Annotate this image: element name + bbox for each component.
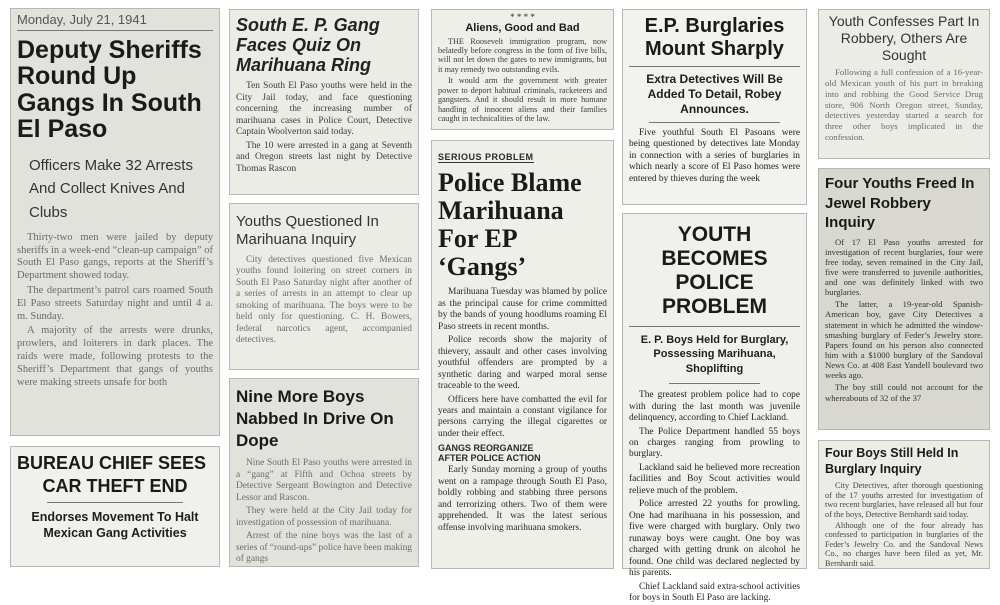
paragraph: Police arrested 22 youths for prowling. One had marihuana in his possession, and five were charged with burglary. Only two runaway boys were caught. One boy was charged with getting drunk on alcohol he found. One child was declared neglected by his parents. [629,499,800,579]
headline: Four Boys Still Held In Burglary Inquiry [825,446,959,476]
clipping-bureau-chief [10,446,220,567]
paragraph: Chief Lackland said extra-school activities for boys in South El Paso are lacking. [629,581,800,604]
clipping-youth-confesses [818,9,990,159]
paragraph: Although one of the four already has confessed to participation in burglaries of the Feder’s Jewelry Co. and the Sandoval News Co., no charges have been filed as yet, Mr. Bernhardt said. [825,520,983,568]
divider [669,383,760,384]
paragraph: The greatest problem police had to cope with during the last month was juvenile delinquency, according to Chief Lackland. [629,390,800,424]
subheadline: E. P. Boys Held for Burglary, Possessing Marihuana, Shoplifting [640,333,789,376]
headline: Four Youths Freed In Jewel Robbery Inquiry [825,175,975,231]
paragraph: The 10 were arrested in a gang at Seventh and Oregon streets last night by Detective Thomas Rascon [236,140,412,174]
paragraph: Arrest of the nine boys was the last of a series of “round-ups” police have been making of gangs [236,531,412,565]
article-body [438,287,607,440]
article-body [236,81,412,175]
section-subhead: GANGS REORGANIZE AFTER POLICE ACTION [438,443,541,464]
divider [649,122,780,123]
article-body [825,481,983,568]
paragraph: Early Sunday morning a group of youths went on a rampage through South El Paso, boldly robbing and stabbing three persons and terrorizing others. Two of them were apprehended. It was the latest serious offense involving marihuana smokers. [438,465,607,533]
headline: Youths Questioned In Marihuana Inquiry [236,213,379,248]
headline: Deputy Sheriffs Round Up Gangs In South El Paso [17,36,202,143]
article-body [236,458,412,565]
paragraph: Five youthful South El Pasoans were being questioned by detectives late Monday in connection with a series of burglaries in which nearly a score of El Paso homes were entered by thieves during the week [629,128,800,184]
paragraph: THE Roosevelt immigration program, now belatedly before congress in the form of five bills, will not let down the gates to new immigrants, but it may remedy two outstanding evils. [438,36,607,74]
paragraph: The department’s patrol cars roamed South El Paso streets Saturday night and until 4 a. m. Sunday. [17,284,213,322]
headline: YOUTH BECOMES POLICE PROBLEM [661,223,768,319]
article-body [17,232,213,390]
paragraph: Lackland said he believed more recreation facilities and Boy Scout activities would relieve much of the problem. [629,462,800,496]
subheadline: Extra Detectives Will Be Added To Detail, Robey Announces. [646,72,783,116]
subheadline: Officers Make 32 Arrests And Collect Knives And Clubs [29,157,193,221]
paragraph: Thirty-two men were jailed by deputy sheriffs in a week-end “clean-up campaign” of South El Paso gangs, reports at the Sheriff’s Department showed today. [17,231,213,282]
paragraph: Following a full confession of a 16-year-old Mexican youth of his part in breaking into and robbing the Good Service Drug store, 906 North Oregon street, Sunday, detectives yesterday started a search for three other boys implicated in the confession. [825,67,983,142]
headline: Police Blame Marihuana For EP ‘Gangs’ [438,168,582,282]
headline: Nine More Boys Nabbed In Drive On Dope [236,387,394,451]
article-body [629,390,800,604]
paragraph: Police records show the majority of thievery, assault and other cases involving youthful offenders are prompted by a synthetic daring and warped moral sense traceable to the weed. [438,335,607,392]
clipping-aliens [431,9,614,130]
paragraph: A majority of the arrests were drunks, prowlers, and loiterers in dark places. The raids were made, following protests to the Sheriff’s Department that gangs of youths were making streets unsafe for both [17,325,213,388]
headline: South E. P. Gang Faces Quiz On Marihuana Ring [236,15,380,76]
paragraph: They were held at the City Jail today for investigation of possession of marihuana. [236,506,412,528]
paragraph: The boy still could not account for the whereabouts of 32 of the 37 [825,382,983,403]
divider [629,66,800,67]
paragraph: Of 17 El Paso youths arrested for investigation of recent burglaries, four were free today, seven remained in the City Jail, five were transferred to juvenile authorities, and one was definitely linked with two burglaries. [825,236,983,298]
clipping-police-blame-marihuana [431,140,614,569]
article-body [825,237,983,403]
clipping-ep-burglaries [622,9,807,205]
paragraph: City detectives questioned five Mexican youths found loitering on street corners in South El Paso Saturday night after another of a series of arrests in an attempt to clear up smoking of marihuana. The boys were to be held only for questioning. C. H. Bowers, federal narcotics agent, accompanied detectives. [236,255,412,346]
article-body [438,37,607,124]
clipping-four-boys-still-held [818,440,990,569]
paragraph: Nine South El Paso youths were arrested in a “gang” at Fifth and Ochoa streets by Detective Sergeant Bowington and Detective Lessor and Rascon. [236,458,412,503]
headline: E.P. Burglaries Mount Sharply [644,15,785,60]
paragraph: City Detectives, after thorough questioning of the 17 youths arrested for investigation of two recent burglaries, have released all but four of the boys, Detective Bernhardt said today. [825,481,983,519]
divider [47,502,183,503]
article-body [629,128,800,185]
headline-line-1: BUREAU CHIEF SEES [17,453,207,473]
clipping-deputy-sheriffs [10,8,220,436]
headline-line-2: CAR THEFT END [42,475,188,496]
paragraph: Officers here have combatted the evil for years and maintain a constant vigilance for persons carrying the illegal cigarettes or under their effect. [438,394,607,439]
section-kicker: SERIOUS PROBLEM [438,152,534,162]
clipping-nine-more-boys [229,378,419,567]
article-body [825,67,983,142]
stars-ornament: * * * * [510,12,535,22]
article-body [236,255,412,347]
clipping-youths-questioned [229,203,419,370]
headline: Aliens, Good and Bad [465,22,580,34]
clipping-youth-becomes-police-problem [622,213,807,604]
headline: Youth Confesses Part In Robbery, Others Are Sought [828,13,980,63]
paragraph: Ten South El Paso youths were held in the City Jail today, and face questioning concerning the increasing number of marihuana cases in Police Court, Detective Captain Woolverton said today. [236,81,412,138]
article-body [438,465,607,534]
clipping-south-ep-gang [229,9,419,195]
subheadline: Endorses Movement To Halt Mexican Gang Activities [31,509,199,541]
divider [17,30,213,31]
dateline: Monday, July 21, 1941 [17,12,147,27]
paragraph: It would arm the government with greater power to deport habitual criminals, racketeers and gangsters. And it should result in more humane handling of innocent aliens and their families caught in technicalities of the law. [438,76,607,123]
paragraph: The Police Department handled 55 boys on charges ranging from prowling to burglary. [629,426,800,460]
paragraph: The latter, a 19-year-old Spanish-American boy, gave City Detectives a statement in which he admitted the window-smashing burglary of Feder’s Jewelry store. Papers found on his person also connected him with a $1000 burglary of the Sandoval News Co. at 408 East Yandell boulevard two weeks ago. [825,299,983,381]
paragraph: Marihuana Tuesday was blamed by police as the principal cause for crime committed by the bands of young hoodlums roaming El Paso streets in recent months. [438,287,607,332]
clipping-four-youths-freed [818,168,990,430]
divider [629,326,800,327]
